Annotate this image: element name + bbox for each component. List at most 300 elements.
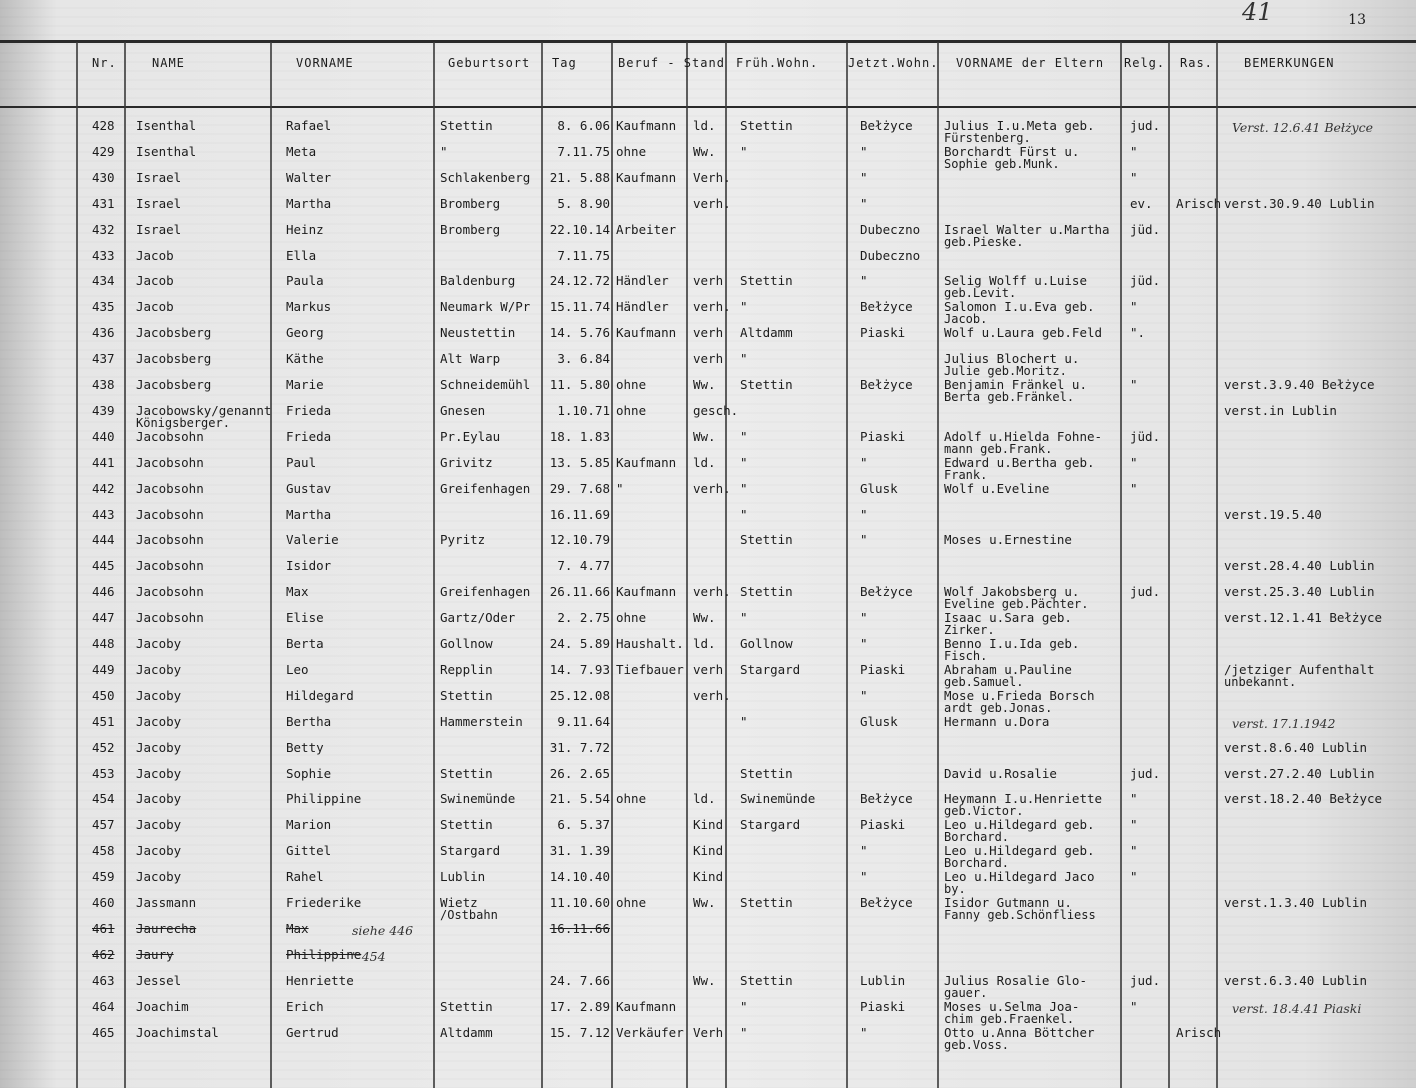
cell-name: Jacobowsky/genannt bbox=[136, 402, 272, 418]
cell-bem: verst.in Lublin bbox=[1224, 402, 1337, 418]
cell-nr: 462 bbox=[92, 946, 115, 962]
cell-tag: 8. 6.06 bbox=[557, 118, 610, 133]
cell-vorname: Markus bbox=[286, 299, 332, 315]
cell-fruh: " bbox=[740, 1024, 748, 1040]
cell-stand: ld. bbox=[693, 791, 716, 807]
cell-stand: Kind bbox=[693, 817, 724, 833]
cell-jetzt: " bbox=[860, 506, 868, 522]
cell-jetzt: " bbox=[860, 610, 868, 626]
cell-name: Jacoby bbox=[136, 739, 182, 755]
table-row bbox=[0, 451, 1416, 482]
cell-relg: " bbox=[1130, 869, 1138, 885]
cell-nr: 436 bbox=[92, 325, 115, 341]
cell-tag: 6. 5.37 bbox=[557, 817, 610, 833]
cell-name: Jacob bbox=[136, 299, 174, 315]
cell-relg: ". bbox=[1130, 325, 1146, 341]
cell-eltern2: by. bbox=[944, 882, 966, 897]
cell-name: Jaury bbox=[136, 946, 174, 962]
cell-nr: 428 bbox=[92, 118, 115, 133]
cell-relg: " bbox=[1130, 843, 1138, 859]
cell-stand: verh. bbox=[693, 195, 731, 211]
cell-nr: 430 bbox=[92, 169, 115, 185]
table-row bbox=[0, 373, 1416, 404]
header-bemerkungen: BEMERKUNGEN bbox=[1244, 56, 1335, 70]
cell-stand: verh. bbox=[693, 687, 731, 703]
cell-stand: verh bbox=[693, 661, 724, 677]
cell-bem: verst.25.3.40 Lublin bbox=[1224, 584, 1375, 600]
cell-eltern: Israel Walter u.Martha bbox=[944, 221, 1110, 237]
handwritten-page-number: 41 bbox=[1242, 0, 1273, 26]
cell-eltern2: gauer. bbox=[944, 985, 988, 1000]
cell-name: Joachimstal bbox=[136, 1024, 219, 1040]
cell-ras: Arisch bbox=[1176, 195, 1222, 211]
cell-vorname: Friederike bbox=[286, 895, 362, 910]
cell-vorname: Isidor bbox=[286, 558, 332, 574]
cell-nr: 431 bbox=[92, 195, 115, 211]
cell-name: Jacobsberg bbox=[136, 377, 212, 392]
cell-fruh: " bbox=[740, 610, 748, 626]
cell-eltern: Wolf u.Eveline bbox=[944, 480, 1050, 496]
cell-tag: 25.12.08 bbox=[549, 687, 610, 703]
cell-jetzt: Lublin bbox=[860, 972, 906, 988]
cell-gort: Grivitz bbox=[440, 454, 493, 470]
cell-vorname: Rahel bbox=[286, 869, 324, 885]
cell-jetzt: " bbox=[860, 143, 868, 159]
cell-stand: Ww. bbox=[693, 377, 716, 392]
cell-gort: Schneidemühl bbox=[440, 377, 531, 392]
cell-tag: 24.12.72 bbox=[549, 273, 610, 289]
cell-stand: Ww. bbox=[693, 428, 716, 444]
cell-nr: 444 bbox=[92, 532, 115, 548]
cell-name: Joachim bbox=[136, 998, 189, 1014]
cell-name: Jacobsohn bbox=[136, 480, 204, 496]
cell-eltern2: Frank. bbox=[944, 467, 988, 482]
cell-eltern2: geb.Victor. bbox=[944, 804, 1024, 819]
cell-tag: 14. 7.93 bbox=[549, 661, 610, 677]
cell-tag: 26.11.66 bbox=[549, 584, 610, 600]
cell-bem: verst.1.3.40 Lublin bbox=[1224, 895, 1367, 910]
cell-jetzt: Bełżyce bbox=[860, 299, 913, 315]
cell-gort: " bbox=[440, 143, 448, 159]
cell-beruf: Arbeiter bbox=[616, 221, 677, 237]
cell-eltern2: geb.Samuel. bbox=[944, 674, 1024, 689]
cell-beruf: Tiefbauer bbox=[616, 661, 684, 677]
cell-relg: jud. bbox=[1130, 765, 1161, 781]
cell-tag: 26. 2.65 bbox=[549, 765, 610, 781]
cell-tag: 17. 2.89 bbox=[549, 998, 610, 1014]
cell-tag: 14.10.40 bbox=[549, 869, 610, 885]
page-number: 13 bbox=[1348, 12, 1366, 28]
cell-fruh: " bbox=[740, 713, 748, 729]
cell-gort: Bromberg bbox=[440, 195, 501, 211]
cell-fruh: Stettin bbox=[740, 532, 793, 548]
table-row bbox=[0, 321, 1416, 347]
cell-vorname: Gustav bbox=[286, 480, 332, 496]
cell-nr: 446 bbox=[92, 584, 115, 600]
cell-stand: Kind bbox=[693, 869, 724, 885]
cell-name: Jacoby bbox=[136, 817, 182, 833]
cell-beruf: ohne bbox=[616, 610, 647, 626]
cell-jetzt: " bbox=[860, 687, 868, 703]
cell-tag: 24. 5.89 bbox=[549, 636, 610, 651]
cell-gort: Pr.Eylau bbox=[440, 428, 501, 444]
cell-eltern: Benno I.u.Ida geb. bbox=[944, 636, 1080, 651]
cell-nr: 447 bbox=[92, 610, 115, 626]
table-row bbox=[0, 244, 1416, 270]
handwritten-note: siehe 446 bbox=[352, 922, 414, 938]
cell-bem2: unbekannt. bbox=[1224, 674, 1297, 689]
cell-tag: 5. 8.90 bbox=[557, 195, 610, 211]
cell-eltern2: mann geb.Frank. bbox=[944, 441, 1053, 456]
cell-vorname: Max bbox=[286, 584, 309, 600]
cell-stand: gesch. bbox=[693, 402, 739, 418]
header-eltern: VORNAME der Eltern bbox=[956, 56, 1105, 70]
cell-stand: verh. bbox=[693, 584, 731, 600]
cell-relg: jüd. bbox=[1130, 221, 1161, 237]
cell-eltern: Moses u.Selma Joa- bbox=[944, 998, 1080, 1014]
cell-gort: Stettin bbox=[440, 998, 493, 1014]
cell-fruh: Stargard bbox=[740, 661, 801, 677]
cell-tag: 21. 5.88 bbox=[549, 169, 610, 185]
cell-tag: 15.11.74 bbox=[549, 299, 610, 315]
cell-tag: 2. 2.75 bbox=[557, 610, 610, 626]
cell-relg: " bbox=[1130, 169, 1138, 185]
table-row bbox=[0, 787, 1416, 819]
table-row bbox=[0, 580, 1416, 612]
table-row bbox=[0, 347, 1416, 379]
cell-eltern2: Julie geb.Moritz. bbox=[944, 364, 1067, 379]
cell-relg: " bbox=[1130, 480, 1138, 496]
cell-gort: Pyritz bbox=[440, 532, 486, 548]
cell-vorname: Philippine bbox=[286, 791, 362, 807]
cell-fruh: Swinemünde bbox=[740, 791, 816, 807]
cell-eltern: Borchardt Fürst u. bbox=[944, 143, 1080, 159]
cell-gort: Lublin bbox=[440, 869, 486, 885]
cell-vorname: Marie bbox=[286, 377, 324, 392]
cell-vorname: Rafael bbox=[286, 118, 332, 133]
cell-stand: Verh. bbox=[693, 169, 731, 185]
cell-nr: 438 bbox=[92, 377, 115, 392]
cell-vorname: Berta bbox=[286, 636, 324, 651]
cell-tag: 1.10.71 bbox=[557, 402, 610, 418]
cell-eltern: Leo u.Hildegard Jaco bbox=[944, 869, 1095, 885]
cell-name: Jacob bbox=[136, 273, 174, 289]
cell-fruh: Stettin bbox=[740, 895, 793, 910]
cell-tag: 12.10.79 bbox=[549, 532, 610, 548]
cell-vorname: Marion bbox=[286, 817, 332, 833]
cell-beruf: ohne bbox=[616, 895, 647, 910]
table-row bbox=[0, 917, 1416, 943]
cell-nr: 441 bbox=[92, 454, 115, 470]
cell-gort: Bromberg bbox=[440, 221, 501, 237]
cell-eltern: David u.Rosalie bbox=[944, 765, 1057, 781]
table-row bbox=[0, 399, 1416, 430]
cell-nr: 460 bbox=[92, 895, 115, 910]
cell-eltern: Moses u.Ernestine bbox=[944, 532, 1072, 548]
header-ras: Ras. bbox=[1180, 56, 1213, 70]
table-row bbox=[0, 192, 1416, 218]
table-row bbox=[0, 166, 1416, 192]
cell-stand: Ww. bbox=[693, 972, 716, 988]
cell-nr: 429 bbox=[92, 143, 115, 159]
cell-name: Jacobsohn bbox=[136, 558, 204, 574]
cell-nr: 437 bbox=[92, 351, 115, 367]
cell-fruh: Stettin bbox=[740, 118, 793, 133]
table-row bbox=[0, 658, 1416, 689]
cell-gort: Alt Warp bbox=[440, 351, 501, 367]
cell-jetzt: " bbox=[860, 195, 868, 211]
cell-gort: Stettin bbox=[440, 118, 493, 133]
cell-tag: 16.11.66 bbox=[549, 920, 610, 936]
cell-name: Jacoby bbox=[136, 687, 182, 703]
cell-name: Jacobsberg bbox=[136, 325, 212, 341]
table-row bbox=[0, 218, 1416, 249]
cell-jetzt: " bbox=[860, 843, 868, 859]
table-row bbox=[0, 813, 1416, 845]
cell-relg: " bbox=[1130, 377, 1138, 392]
cell-tag: 22.10.14 bbox=[549, 221, 610, 237]
cell-name: Jacobsohn bbox=[136, 584, 204, 600]
table-row bbox=[0, 839, 1416, 871]
cell-fruh: Gollnow bbox=[740, 636, 793, 651]
table-top-border bbox=[0, 40, 1416, 43]
table-row bbox=[0, 710, 1416, 736]
cell-eltern: Selig Wolff u.Luise bbox=[944, 273, 1087, 289]
cell-eltern: Salomon I.u.Eva geb. bbox=[944, 299, 1095, 315]
cell-nr: 432 bbox=[92, 221, 115, 237]
cell-nr: 454 bbox=[92, 791, 115, 807]
table-row bbox=[0, 632, 1416, 663]
cell-tag: 31. 1.39 bbox=[549, 843, 610, 859]
cell-beruf: Verkäufer bbox=[616, 1024, 684, 1040]
cell-name: Jacoby bbox=[136, 791, 182, 807]
handwritten-note: " 454 bbox=[352, 948, 386, 964]
cell-eltern: Wolf Jakobsberg u. bbox=[944, 584, 1080, 600]
table-row bbox=[0, 554, 1416, 580]
cell-nr: 451 bbox=[92, 713, 115, 729]
cell-vorname: Henriette bbox=[286, 972, 354, 988]
cell-eltern: Julius Blochert u. bbox=[944, 351, 1080, 367]
cell-stand: Ww. bbox=[693, 610, 716, 626]
cell-name: Jacobsberg bbox=[136, 351, 212, 367]
cell-eltern: Benjamin Fränkel u. bbox=[944, 377, 1087, 392]
cell-eltern: Heymann I.u.Henriette bbox=[944, 791, 1103, 807]
cell-tag: 14. 5.76 bbox=[549, 325, 610, 341]
cell-relg: " bbox=[1130, 143, 1138, 159]
cell-vorname: Paula bbox=[286, 273, 324, 289]
cell-eltern: Leo u.Hildegard geb. bbox=[944, 843, 1095, 859]
cell-eltern2: Fisch. bbox=[944, 649, 988, 663]
cell-gort: Altdamm bbox=[440, 1024, 493, 1040]
cell-gort: Neumark W/Pr bbox=[440, 299, 531, 315]
cell-gort: Stettin bbox=[440, 817, 493, 833]
cell-tag: 13. 5.85 bbox=[549, 454, 610, 470]
table-row bbox=[0, 477, 1416, 503]
cell-fruh: " bbox=[740, 480, 748, 496]
cell-tag: 3. 6.84 bbox=[557, 351, 610, 367]
cell-vorname: Ella bbox=[286, 247, 317, 263]
header-separator bbox=[0, 106, 1416, 108]
header-relg: Relg. bbox=[1124, 56, 1166, 70]
cell-name: Jacobsohn bbox=[136, 506, 204, 522]
cell-bem: verst.27.2.40 Lublin bbox=[1224, 765, 1375, 781]
cell-nr: 453 bbox=[92, 765, 115, 781]
table-row bbox=[0, 295, 1416, 327]
table-row bbox=[0, 140, 1416, 171]
cell-name2: Königsberger. bbox=[136, 415, 230, 430]
cell-eltern2: Borchard. bbox=[944, 830, 1010, 845]
cell-jetzt: Piaski bbox=[860, 661, 906, 677]
cell-eltern2: geb.Voss. bbox=[944, 1037, 1010, 1052]
cell-vorname: Philippine bbox=[286, 946, 362, 962]
cell-nr: 463 bbox=[92, 972, 115, 988]
cell-stand: Verh bbox=[693, 1024, 724, 1040]
cell-vorname: Martha bbox=[286, 195, 332, 211]
cell-vorname: Walter bbox=[286, 169, 332, 185]
cell-nr: 450 bbox=[92, 687, 115, 703]
cell-fruh: Stargard bbox=[740, 817, 801, 833]
cell-nr: 435 bbox=[92, 299, 115, 315]
cell-jetzt: " bbox=[860, 169, 868, 185]
header-jetzt-wohn: Jetzt.Wohn. bbox=[848, 56, 939, 70]
handwritten-note: Verst. 12.6.41 Bełżyce bbox=[1232, 120, 1374, 135]
header-geburtsort: Geburtsort bbox=[448, 56, 531, 70]
cell-nr: 458 bbox=[92, 843, 115, 859]
cell-beruf: ohne bbox=[616, 143, 647, 159]
cell-nr: 461 bbox=[92, 920, 115, 936]
cell-vorname: Frieda bbox=[286, 402, 332, 418]
cell-jetzt: Dubeczno bbox=[860, 247, 921, 263]
cell-jetzt: " bbox=[860, 636, 868, 651]
table-row bbox=[0, 269, 1416, 301]
cell-bem: verst.8.6.40 Lublin bbox=[1224, 739, 1367, 755]
cell-eltern2: Fanny geb.Schönfliess bbox=[944, 908, 1096, 922]
cell-fruh: " bbox=[740, 454, 748, 470]
cell-beruf: Kaufmann bbox=[616, 118, 677, 133]
handwritten-note: verst. 18.4.41 Piaski bbox=[1232, 1000, 1362, 1016]
table-row bbox=[0, 606, 1416, 638]
table-row bbox=[0, 865, 1416, 897]
cell-fruh: Stettin bbox=[740, 584, 793, 600]
cell-gort: Hammerstein bbox=[440, 713, 523, 729]
cell-gort: Schlakenberg bbox=[440, 169, 531, 185]
cell-name: Israel bbox=[136, 195, 182, 211]
cell-stand: verh bbox=[693, 273, 724, 289]
cell-bem: /jetziger Aufenthalt bbox=[1224, 661, 1375, 677]
table-row bbox=[0, 969, 1416, 1000]
cell-name: Jaurecha bbox=[136, 920, 197, 936]
cell-fruh: " bbox=[740, 998, 748, 1014]
cell-gort: Greifenhagen bbox=[440, 584, 531, 600]
cell-stand: verh. bbox=[693, 299, 731, 315]
cell-vorname: Hildegard bbox=[286, 687, 354, 703]
cell-stand: Ww. bbox=[693, 143, 716, 159]
cell-nr: 445 bbox=[92, 558, 115, 574]
cell-eltern2: Eveline geb.Pächter. bbox=[944, 597, 1089, 612]
cell-jetzt: " bbox=[860, 273, 868, 289]
cell-jetzt: Bełżyce bbox=[860, 118, 913, 133]
cell-eltern2: chim geb.Fraenkel. bbox=[944, 1011, 1075, 1026]
cell-gort: Gollnow bbox=[440, 636, 493, 651]
cell-gort: Gnesen bbox=[440, 402, 486, 418]
header-name: NAME bbox=[152, 56, 185, 70]
cell-vorname: Martha bbox=[286, 506, 332, 522]
cell-name: Israel bbox=[136, 221, 182, 237]
cell-fruh: Altdamm bbox=[740, 325, 793, 341]
cell-tag: 7.11.75 bbox=[557, 247, 610, 263]
table-row bbox=[0, 114, 1416, 145]
cell-stand: ld. bbox=[693, 454, 716, 470]
table-row bbox=[0, 736, 1416, 762]
cell-beruf: Kaufmann bbox=[616, 325, 677, 341]
cell-bem: verst.12.1.41 Bełżyce bbox=[1224, 610, 1383, 626]
cell-vorname: Erich bbox=[286, 998, 324, 1014]
cell-relg: jüd. bbox=[1130, 273, 1161, 289]
cell-fruh: " bbox=[740, 428, 748, 444]
cell-relg: jüd. bbox=[1130, 428, 1161, 444]
cell-tag: 29. 7.68 bbox=[549, 480, 610, 496]
cell-jetzt: Piaski bbox=[860, 998, 906, 1014]
cell-vorname: Max bbox=[286, 920, 309, 936]
cell-nr: 439 bbox=[92, 402, 115, 418]
cell-vorname: Leo bbox=[286, 661, 309, 677]
cell-eltern: Wolf u.Laura geb.Feld bbox=[944, 325, 1103, 341]
cell-gort: Stettin bbox=[440, 765, 493, 781]
cell-jetzt: " bbox=[860, 532, 868, 548]
cell-fruh: " bbox=[740, 299, 748, 315]
cell-eltern: Leo u.Hildegard geb. bbox=[944, 817, 1095, 833]
cell-vorname: Bertha bbox=[286, 713, 332, 729]
cell-tag: 15. 7.12 bbox=[549, 1024, 610, 1040]
cell-eltern: Hermann u.Dora bbox=[944, 713, 1050, 729]
cell-name: Isenthal bbox=[136, 143, 197, 159]
cell-name: Jacobsohn bbox=[136, 454, 204, 470]
cell-ras: Arisch bbox=[1176, 1024, 1222, 1040]
cell-jetzt: " bbox=[860, 454, 868, 470]
table-row bbox=[0, 503, 1416, 529]
cell-vorname: Paul bbox=[286, 454, 317, 470]
cell-beruf: " bbox=[616, 480, 624, 496]
cell-stand: ld. bbox=[693, 636, 716, 651]
cell-gort: Swinemünde bbox=[440, 791, 516, 807]
cell-relg: " bbox=[1130, 791, 1138, 807]
cell-bem: verst.18.2.40 Bełżyce bbox=[1224, 791, 1383, 807]
table-row bbox=[0, 943, 1416, 969]
cell-stand: ld. bbox=[693, 118, 716, 133]
cell-jetzt: Glusk bbox=[860, 713, 898, 729]
cell-gort: Baldenburg bbox=[440, 273, 516, 289]
cell-eltern: Mose u.Frieda Borsch bbox=[944, 687, 1095, 703]
cell-vorname: Frieda bbox=[286, 428, 332, 444]
cell-stand: verh bbox=[693, 351, 724, 367]
cell-fruh: Stettin bbox=[740, 765, 793, 781]
cell-stand: verh bbox=[693, 325, 724, 341]
cell-tag: 9.11.64 bbox=[557, 713, 610, 729]
cell-name: Jacoby bbox=[136, 661, 182, 677]
table-row bbox=[0, 684, 1416, 715]
cell-nr: 433 bbox=[92, 247, 115, 263]
cell-jetzt: " bbox=[860, 1024, 868, 1040]
cell-tag: 11.10.60 bbox=[549, 895, 610, 910]
cell-stand: Ww. bbox=[693, 895, 716, 910]
cell-eltern2: Jacob. bbox=[944, 312, 988, 327]
cell-jetzt: Bełżyce bbox=[860, 791, 913, 807]
cell-eltern2: geb.Levit. bbox=[944, 286, 1017, 301]
cell-relg: ev. bbox=[1130, 195, 1153, 211]
cell-tag: 7. 4.77 bbox=[557, 558, 610, 574]
cell-jetzt: " bbox=[860, 869, 868, 885]
cell-gort: Wietz bbox=[440, 895, 478, 910]
